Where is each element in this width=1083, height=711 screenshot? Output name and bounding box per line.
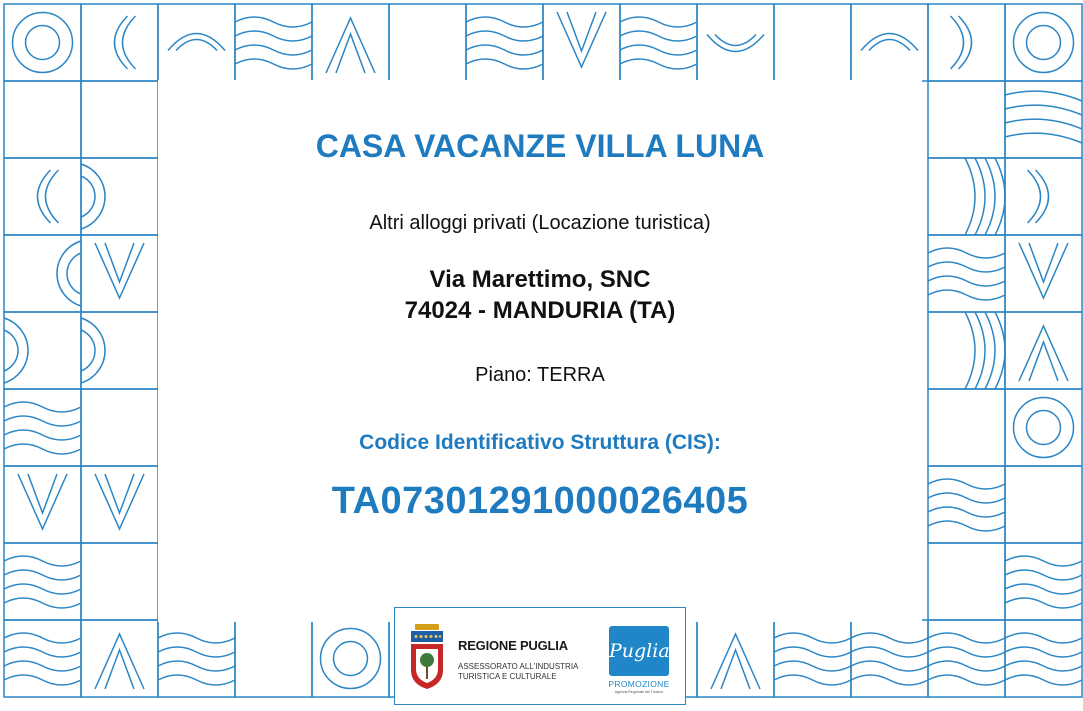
cis-label: Codice Identificativo Struttura (CIS): bbox=[359, 431, 721, 454]
property-category: Altri alloggi privati (Locazione turistica) bbox=[369, 212, 711, 234]
puglia-logo-mark: Puglia bbox=[609, 640, 670, 662]
address-city: 74024 - MANDURIA (TA) bbox=[404, 297, 676, 324]
regione-puglia-crest-icon bbox=[407, 622, 447, 692]
puglia-logo bbox=[609, 626, 669, 676]
address-street: Via Marettimo, SNC bbox=[429, 266, 651, 293]
region-department-line2: TURISTICA E CULTURALE bbox=[458, 672, 557, 681]
content-panel bbox=[158, 80, 922, 622]
cis-code: TA07301291000026405 bbox=[331, 480, 749, 522]
region-department-line1: ASSESSORATO ALL'INDUSTRIA bbox=[458, 662, 579, 671]
logo-box bbox=[394, 607, 686, 705]
floor-info: Piano: TERRA bbox=[475, 364, 605, 386]
region-name: REGIONE PUGLIA bbox=[458, 638, 568, 653]
puglia-promozione-label: PROMOZIONE bbox=[608, 679, 670, 689]
property-title: CASA VACANZE VILLA LUNA bbox=[315, 128, 765, 164]
puglia-tagline: Agenzia Regionale del Turismo bbox=[614, 690, 664, 694]
